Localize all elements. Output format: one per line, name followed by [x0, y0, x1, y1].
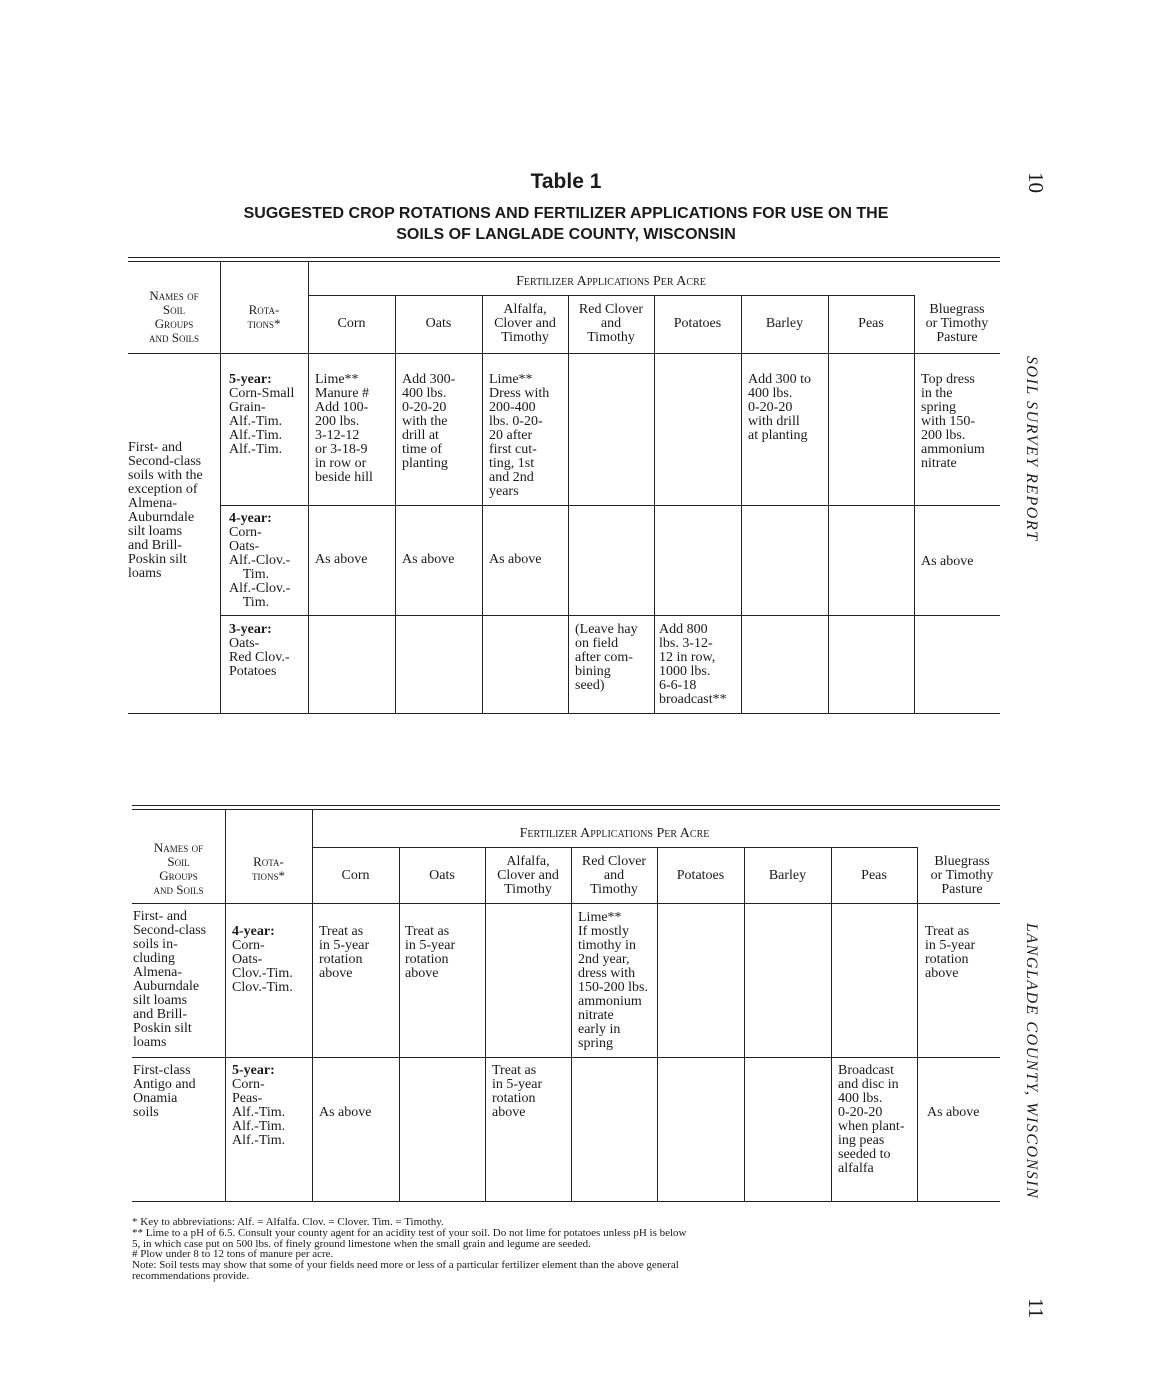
- corn-cell: Treat as in 5-year rotation above: [319, 924, 370, 981]
- corn-cell: As above: [315, 552, 368, 567]
- bluegrass-cell: As above: [927, 1105, 980, 1120]
- header-alfalfa: Alfalfa, Clover and Timothy: [497, 854, 559, 897]
- alfalfa-cell: Lime** Dress with 200-400 lbs. 0-20- 20 after first cut- ting, 1st and 2nd years: [489, 372, 550, 499]
- table2-col-rule: [831, 847, 832, 1201]
- bluegrass-cell: Treat as in 5-year rotation above: [925, 924, 976, 981]
- header-soil-groups: Names of Soil Groups and Soils: [149, 288, 199, 345]
- table2-span-rule: [313, 847, 917, 848]
- rotation-cell: Corn- Peas- Alf.-Tim. Alf.-Tim. Alf.-Tim.: [232, 1077, 286, 1148]
- header-potatoes: Potatoes: [673, 316, 722, 331]
- header-fertilizer-span: Fertilizer Applications Per Acre: [516, 274, 706, 289]
- rotation-head: 5-year:: [229, 372, 272, 387]
- footnote-note: Note: Soil tests may show that some of your fields need more or less of a particular fertilizer element than the above general recommendations provide.: [132, 1259, 679, 1282]
- header-fertilizer-span: Fertilizer Applications Per Acre: [519, 826, 710, 841]
- header-barley: Barley: [765, 316, 804, 331]
- red-clover-cell: Lime** If mostly timothy in 2nd year, dress with 150-200 lbs. ammonium nitrate early in spring: [578, 910, 648, 1051]
- header-peas: Peas: [861, 868, 887, 883]
- table2-col-rule: [312, 809, 313, 1201]
- rotation-head: 4-year:: [229, 511, 272, 526]
- table2-bottom-rule: [132, 1201, 1000, 1202]
- header-red-clover: Red Clover and Timothy: [581, 854, 647, 897]
- header-rotations: Rota- tions*: [252, 854, 285, 883]
- header-red-clover: Red Clover and Timothy: [578, 302, 644, 345]
- table2-col-rule: [571, 847, 572, 1201]
- table2-row-rule: [132, 1057, 1000, 1058]
- footnote-plow: # Plow under 8 to 12 tons of manure per acre.: [132, 1248, 334, 1260]
- peas-cell: Broadcast and disc in 400 lbs. 0-20-20 when plant- ing peas seeded to alfalfa: [838, 1063, 905, 1176]
- soil-group-cell: First- and Second-class soils in- cluding Almena- Auburndale silt loams and Brill- Poskin silt loams: [133, 909, 207, 1050]
- rotation-cell: Corn- Oats- Alf.-Clov.- Tim. Alf.-Clov.- Tim.: [229, 525, 291, 610]
- bluegrass-cell: Top dress in the spring with 150- 200 lbs. ammonium nitrate: [921, 372, 985, 471]
- table2-col-rule: [399, 847, 400, 1201]
- header-soil-groups: Names of Soil Groups and Soils: [153, 840, 204, 897]
- header-bluegrass: Bluegrass or Timothy Pasture: [930, 854, 994, 897]
- alfalfa-cell: Treat as in 5-year rotation above: [492, 1063, 543, 1120]
- running-head-right: LANGLADE COUNTY, WISCONSIN: [1023, 923, 1040, 1200]
- rotation-head: 5-year:: [232, 1063, 275, 1078]
- soil-group-cell: First-class Antigo and Onamia soils: [133, 1063, 196, 1120]
- page-number-left: 10: [1024, 172, 1048, 193]
- header-corn: Corn: [341, 868, 370, 883]
- rotation-head: 4-year:: [232, 924, 275, 939]
- table2-col-rule: [917, 847, 918, 1201]
- rotation-cell: Corn- Oats- Clov.-Tim. Clov.-Tim.: [232, 938, 293, 995]
- potatoes-cell: Add 800 lbs. 3-12- 12 in row, 1000 lbs. 6-6-18 broadcast**: [659, 622, 727, 707]
- header-alfalfa: Alfalfa, Clover and Timothy: [494, 302, 556, 345]
- footnote-key: * Key to abbreviations: Alf. = Alfalfa. Clov. = Clover. Tim. = Timothy.: [132, 1216, 444, 1228]
- header-bluegrass: Bluegrass or Timothy Pasture: [925, 302, 989, 345]
- rotation-cell: Oats- Red Clov.- Potatoes: [229, 636, 290, 679]
- header-rotations: Rota- tions*: [247, 302, 281, 331]
- table2-col-rule: [657, 847, 658, 1201]
- page-number-right: 11: [1024, 1298, 1048, 1319]
- table2-top-rule: [132, 805, 1000, 806]
- header-barley: Barley: [768, 868, 807, 883]
- alfalfa-cell: As above: [489, 552, 542, 567]
- corn-cell: As above: [319, 1105, 372, 1120]
- table2-col-rule: [485, 847, 486, 1201]
- corn-cell: Lime** Manure # Add 100- 200 lbs. 3-12-12 or 3-18-9 in row or beside hill: [315, 372, 373, 485]
- running-head-left: SOIL SURVEY REPORT: [1023, 356, 1040, 542]
- table-title: Table 1: [530, 170, 602, 193]
- subtitle-line-1: SUGGESTED CROP ROTATIONS AND FERTILIZER APPLICATIONS FOR USE ON THE: [243, 205, 889, 222]
- header-oats: Oats: [425, 316, 452, 331]
- header-oats: Oats: [429, 868, 455, 883]
- subtitle-line-2: SOILS OF LANGLADE COUNTY, WISCONSIN: [396, 226, 736, 243]
- bluegrass-cell: As above: [921, 554, 974, 569]
- red-clover-cell: (Leave hay on field after com- bining seed): [575, 622, 638, 693]
- table2-header-rule: [132, 903, 1000, 904]
- oats-cell: As above: [402, 552, 455, 567]
- header-corn: Corn: [337, 316, 366, 331]
- rotation-head: 3-year:: [229, 622, 272, 637]
- header-potatoes: Potatoes: [676, 868, 725, 883]
- table2-top-rule-2: [132, 809, 1000, 810]
- footnote-lime: ** Lime to a pH of 6.5. Consult your county agent for an acidity test of your soil. Do not lime for potatoes unless pH is below 5, in which case put on 500 lbs. of finely ground limestone when the small grain and legume are seeded.: [132, 1227, 687, 1250]
- soil-group-cell: First- and Second-class soils with the exception of Almena- Auburndale silt loams and Brill- Poskin silt loams: [128, 440, 203, 581]
- table2-col-rule: [744, 847, 745, 1201]
- oats-cell: Treat as in 5-year rotation above: [405, 924, 456, 981]
- barley-cell: Add 300 to 400 lbs. 0-20-20 with drill at planting: [748, 372, 811, 443]
- oats-cell: Add 300- 400 lbs. 0-20-20 with the drill at time of planting: [402, 372, 456, 471]
- header-peas: Peas: [858, 316, 884, 331]
- rotation-cell: Corn-Small Grain- Alf.-Tim. Alf.-Tim. Alf.-Tim.: [229, 386, 295, 457]
